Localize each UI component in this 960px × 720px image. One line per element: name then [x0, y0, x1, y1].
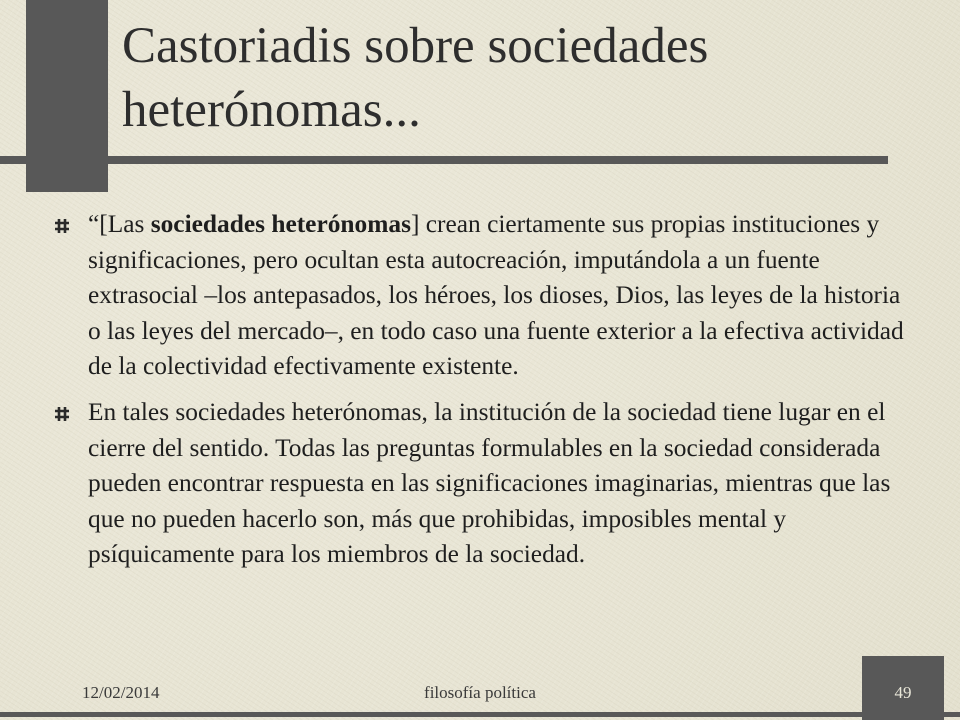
footer-title: filosofía política — [424, 683, 536, 702]
bullet-text: En tales sociedades heterónomas, la institución de la sociedad tiene lugar en el cierre del sentido. Todas las preguntas formulables en la sociedad considerada pueden encontrar respuesta en las significaciones imaginarias, mientras que las que no pueden hacerlo son, más que prohibidas, imposibles mental y psíquicamente para los miembros de la sociedad. — [88, 397, 891, 569]
title-line-2: heterónomas... — [122, 82, 421, 138]
title-underline-bar — [0, 156, 888, 164]
bullet-item — [54, 207, 904, 385]
bullet-bold-term: sociedades heterónomas — [150, 210, 411, 238]
title-line-1: Castoriadis sobre sociedades — [122, 18, 709, 74]
bullet-item — [54, 395, 904, 573]
hash-bullet-icon — [54, 218, 70, 234]
slide-body — [54, 207, 904, 573]
bullet-quote-open: “[Las — [88, 210, 151, 238]
slide-title — [122, 14, 922, 142]
page-number: 49 — [894, 683, 912, 702]
footer-bar — [0, 712, 960, 717]
hash-bullet-icon — [54, 406, 70, 422]
bullet-text: ] crean ciertamente sus propias instituciones y significaciones, pero ocultan esta autocreación, imputándola a un fuente extrasocial –los antepasados, los héroes, los dioses, Dios, las leyes de la historia o las leyes del mercado–, en todo caso una fuente exterior a la efectiva actividad de la colectividad efectivamente existente. — [88, 210, 904, 381]
footer-date: 12/02/2014 — [82, 683, 160, 702]
